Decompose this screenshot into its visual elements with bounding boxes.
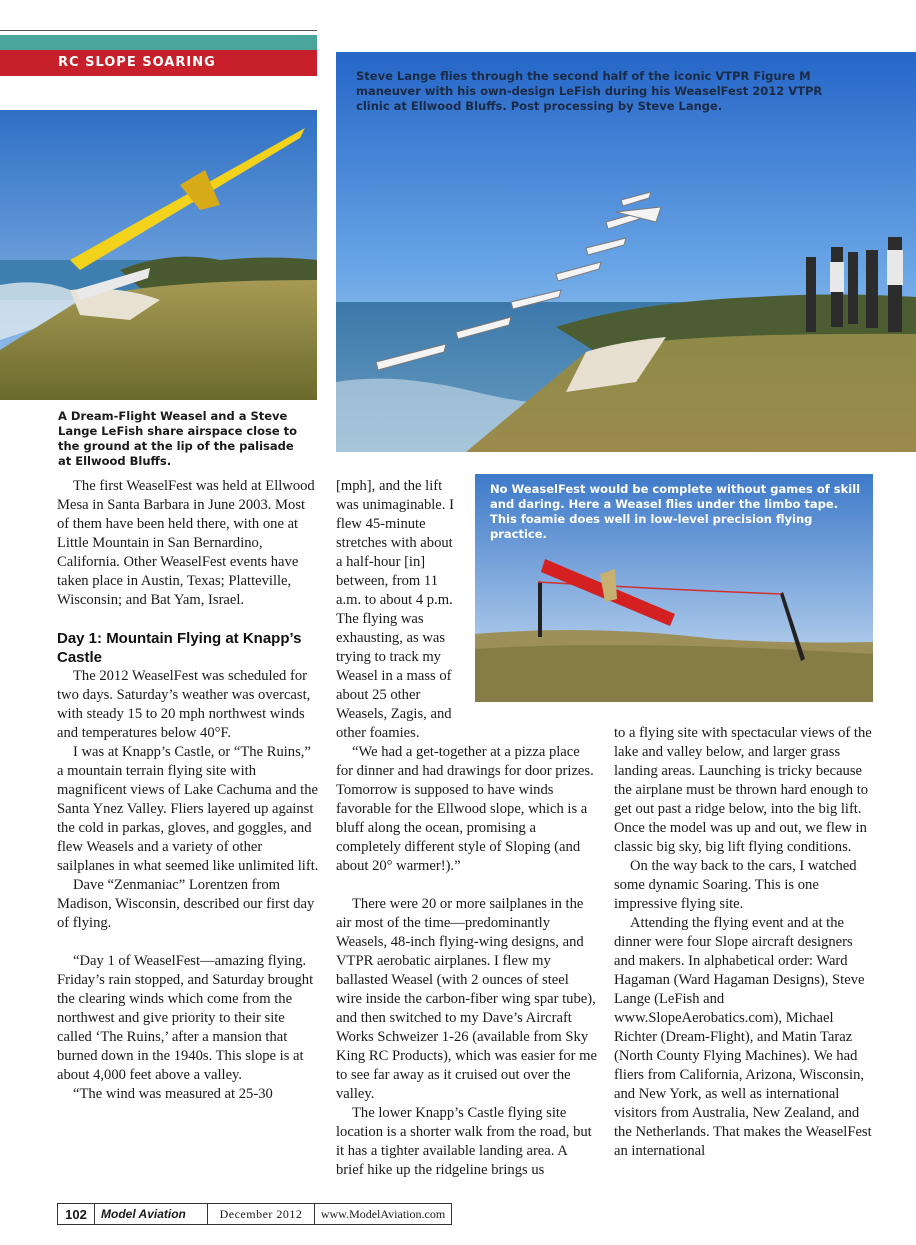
paragraph: [mph], and the lift was unimaginable. I flew 45-minute stretches with about a half-hour [in] between, from 11 a.m. to about 4 p.m. The flying was exhausting, as was trying to track my Weasel in a mass of about 25 other Weasels, Zagis, and other foamies. [336,478,454,741]
paragraph: “We had a get-together at a pizza place for dinner and had drawings for door prizes. Tomorrow is supposed to have winds favorable for the Ellwood slope, which is a bluff along the ocean, promising a completely different style of Sloping (and about 20° warmer!).” [336,744,594,874]
magazine-name: Model Aviation [94,1204,207,1224]
paragraph: The lower Knapp’s Castle flying site location is a shorter walk from the road, but it has a tighter available landing area. A brief hike up the ridgeline brings us [336,1105,592,1178]
section-label: RC SLOPE SOARING [58,55,216,70]
page-number: 102 [65,1206,87,1222]
website-link[interactable]: www.ModelAviation.com [314,1204,451,1224]
section-band-teal [0,35,317,50]
paragraph: There were 20 or more sailplanes in the air most of the time—predominantly Weasels, 48-inch flying-wing designs, and VTPR aerobatic airplanes. I flew my ballasted Weasel (with 2 ounces of steel wire inside the carbon-fiber wing spar tube), and then switched to my Dave’s Aircraft Works Schweizer 1-26 (available from Sky King RC Products), which was easier for me to see far away as it cruised out over the valley. [336,896,598,1102]
paragraph: On the way back to the cars, I watched some dynamic Soaring. This is one impressive flying site. [614,858,857,912]
section-heading: Day 1: Mountain Flying at Knapp’s Castle [57,630,302,666]
caption-weasel-lefish: A Dream-Flight Weasel and a Steve Lange LeFish share airspace close to the ground at the lip of the palisade at Ellwood Bluffs. [58,409,298,468]
paragraph: “The wind was measured at 25-30 [73,1086,273,1102]
article-column-2-upper [336,477,462,743]
paragraph: I was at Knapp’s Castle, or “The Ruins,” a mountain terrain flying site with magnificent views of Lake Cachuma and the Santa Ynez Valley. Fliers layered up against the cold in parkas, gloves, and goggles, and flew Weasels and a variety of other sailplanes in what seemed like unlimited lift. [57,744,319,874]
paragraph: Attending the flying event and at the dinner were four Slope aircraft designers and makers. In alphabetical order: Ward Hagaman (Ward Hagaman Designs), Steve Lange (LeFish and www.SlopeAerobatics.com), Michael Richter (Dream-Flight), and Matin Taraz (North County Flying Machines). We had fliers from California, Arizona, Wisconsin, and New York, as well as international visitors from Australia, New Zealand, and the Netherlands. That makes the WeaselFest an international [614,915,872,1159]
article-column-2 [336,743,598,1180]
page-footer [57,1203,452,1225]
paragraph: The 2012 WeaselFest was scheduled for two days. Saturday’s weather was overcast, with steady 15 to 20 mph northwest winds and temperatures below 40°F. [57,668,311,741]
photo-weasel-lefish [0,110,317,400]
article-column-3 [614,724,876,1161]
caption-figure-m: Steve Lange flies through the second half of the iconic VTPR Figure M maneuver with his own-design LeFish during his WeaselFest 2012 VTPR clinic at Ellwood Bluffs. Post processing by Steve Lange. [356,69,823,113]
paragraph: “Day 1 of WeaselFest—amazing flying. Friday’s rain stopped, and Saturday brought the clearing winds which come from the northwest and give priority to their site called ‘The Ruins,’ after a mansion that burned down in the 1940s. This slope is at about 4,000 feet above a valley. [57,953,314,1083]
issue-date: December 2012 [207,1204,314,1224]
top-rule [0,30,317,31]
paragraph: to a flying site with spectacular views of the lake and valley below, and larger grass landing areas. Launching is tricky because the airplane must be thrown hard enough to get out past a ridge below, into the big lift. Once the model was up and out, we flew in classic big sky, big lift flying conditions. [614,725,872,855]
article-column-1 [57,477,319,1104]
caption-limbo: No WeaselFest would be complete without games of skill and daring. Here a Weasel flies under the limbo tape. This foamie does well in low-level precision flying practice. [490,482,861,541]
paragraph: Dave “Zenmaniac” Lorentzen from Madison, Wisconsin, described our first day of flying. [57,877,315,931]
paragraph: The first WeaselFest was held at Ellwood Mesa in Santa Barbara in June 2003. Most of them have been held there, with one at Little Mountain in San Bernardino, California. Other WeaselFest events have taken place in Austin, Texas; Platteville, Wisconsin; and Bat Yam, Israel. [57,478,315,608]
